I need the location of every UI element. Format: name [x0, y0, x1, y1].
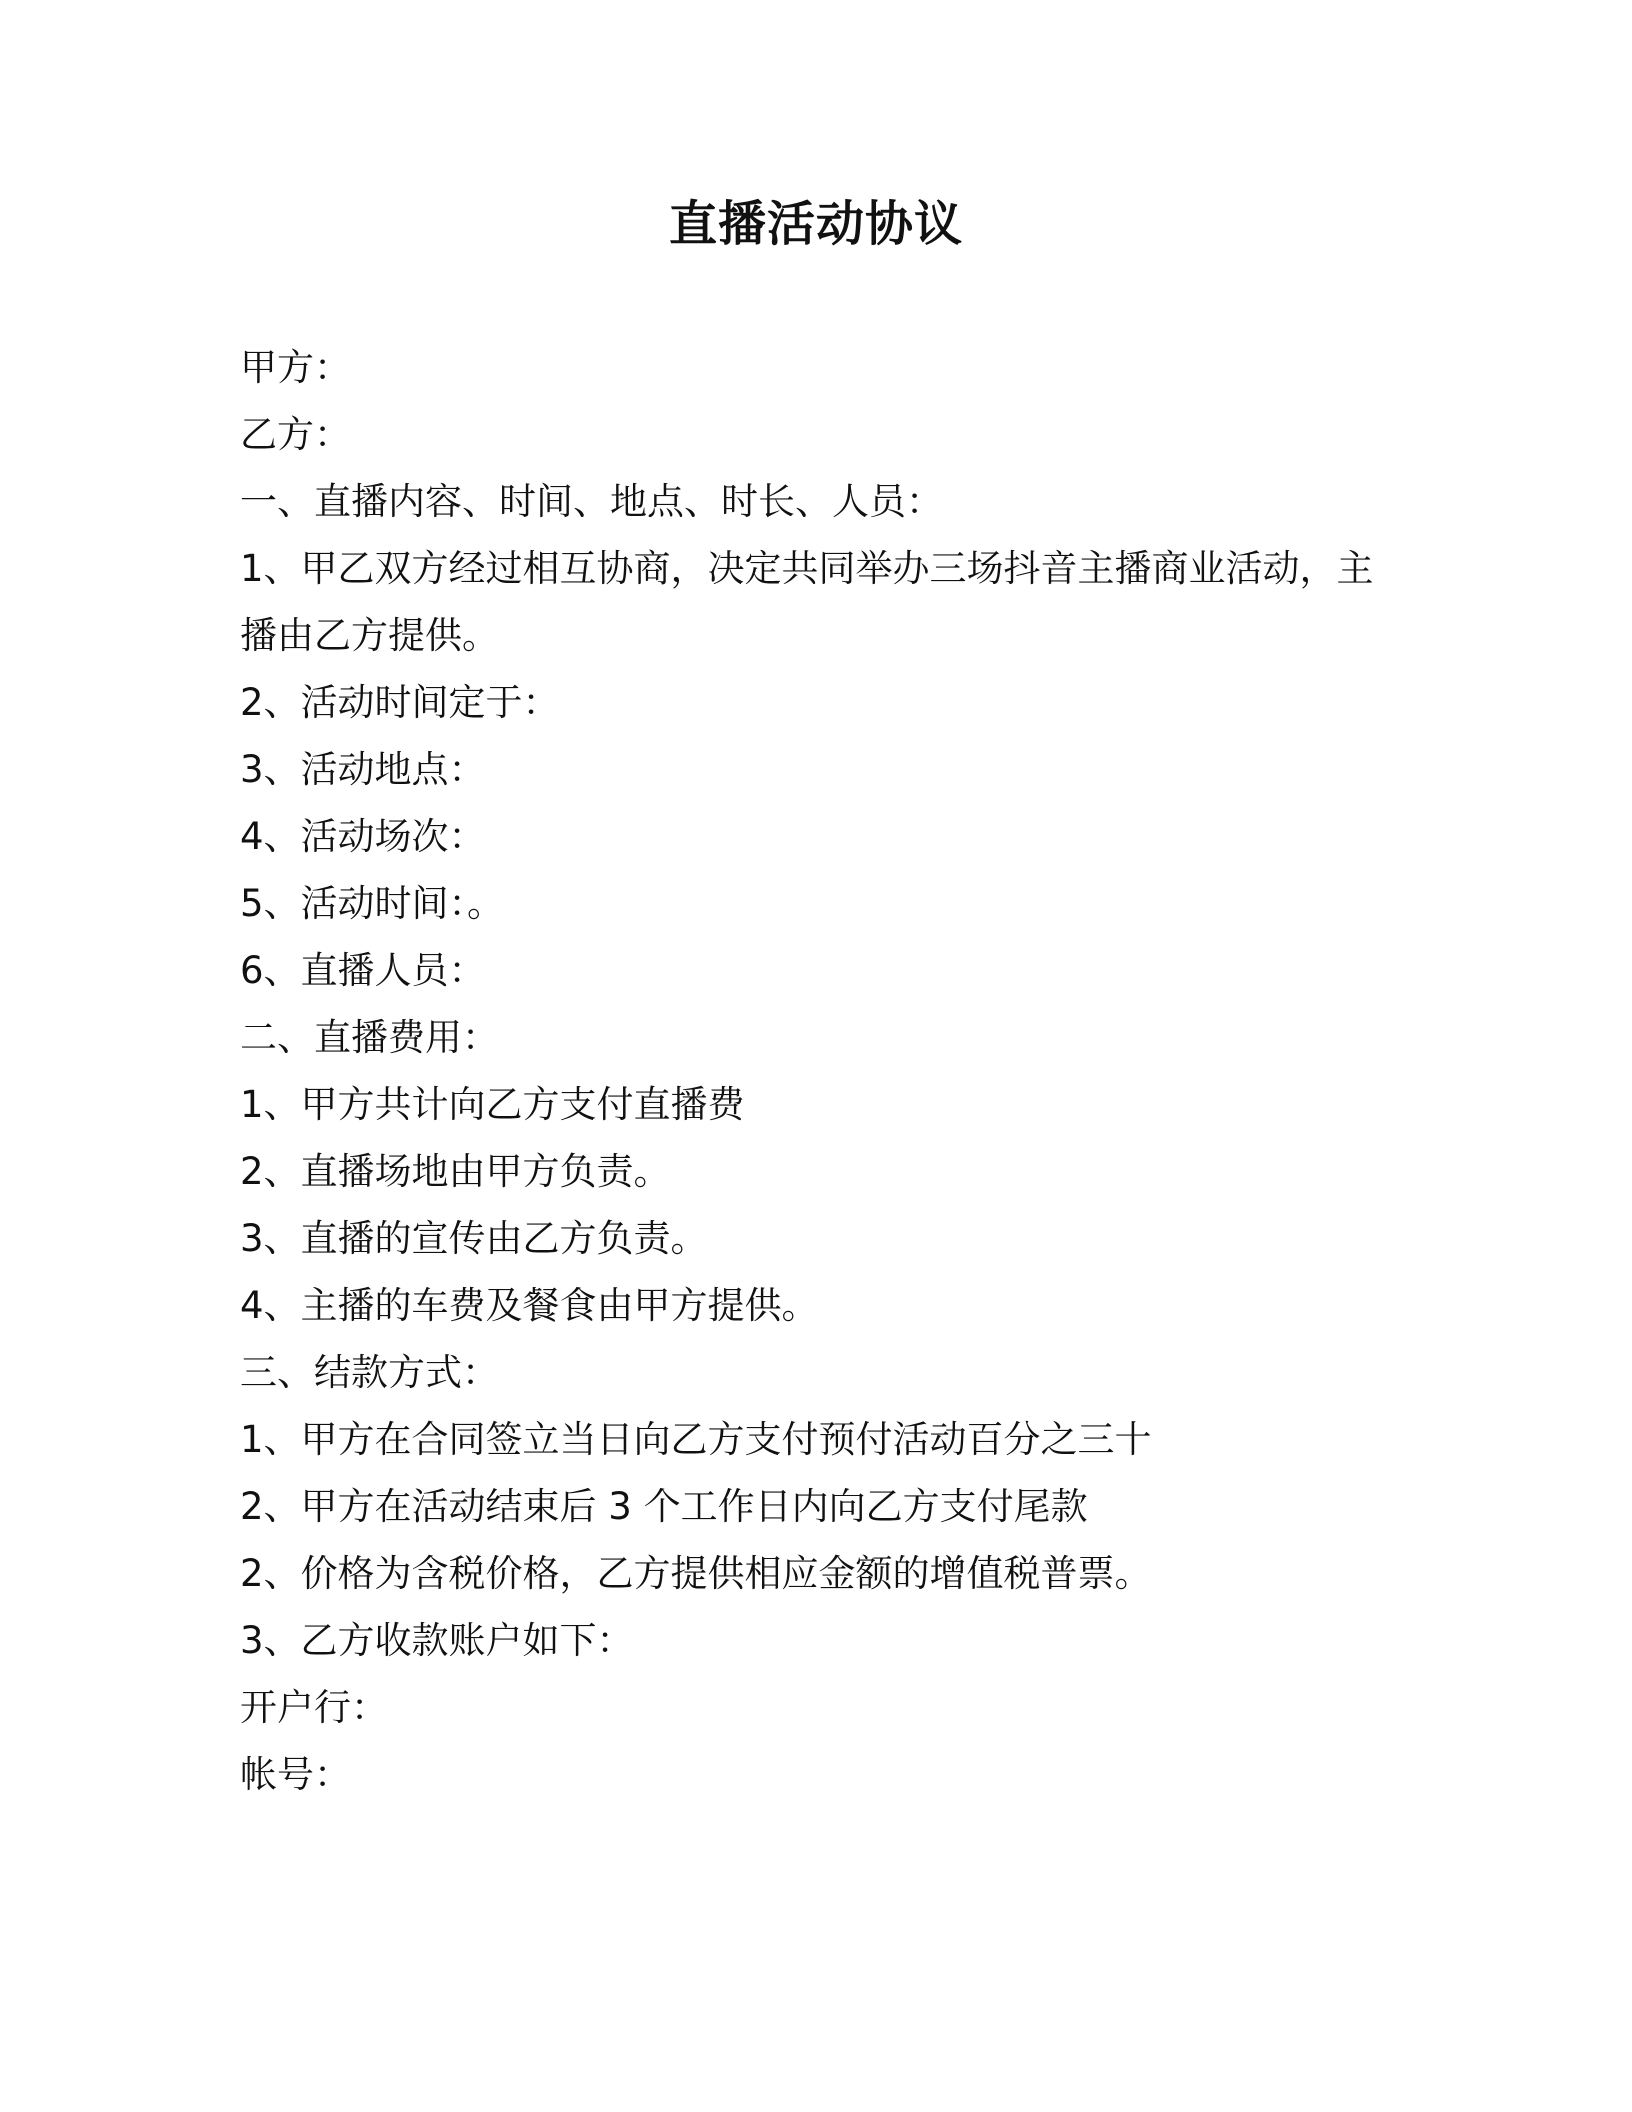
party-b-line: 乙方：: [240, 413, 351, 456]
section-heading: 二、直播费用：: [240, 1016, 499, 1059]
paragraph-line: 2、甲方在活动结束后 3 个工作日内向乙方支付尾款: [240, 1485, 1088, 1528]
paragraph-line: 1、甲方在合同签立当日向乙方支付预付活动百分之三十: [240, 1418, 1152, 1461]
paragraph-line: 1、甲乙双方经过相互协商，决定共同举办三场抖音主播商业活动，主: [240, 547, 1374, 590]
account-number-line: 帐号：: [240, 1753, 351, 1796]
document-body: [240, 334, 1400, 1808]
paragraph-line: 2、活动时间定于：: [240, 681, 560, 724]
party-a-line: 甲方：: [240, 346, 351, 389]
section-heading: 一、直播内容、时间、地点、时长、人员：: [240, 480, 943, 523]
paragraph-line: 1、甲方共计向乙方支付直播费: [240, 1083, 745, 1126]
section-heading: 三、结款方式：: [240, 1351, 499, 1394]
paragraph-line: 5、活动时间：。: [240, 882, 505, 925]
paragraph-line: 播由乙方提供。: [240, 614, 499, 657]
document-title: 直播活动协议: [668, 196, 963, 252]
paragraph-line: 3、活动地点：: [240, 748, 486, 791]
paragraph-line: 4、主播的车费及餐食由甲方提供。: [240, 1284, 819, 1327]
paragraph-line: 3、直播的宣传由乙方负责。: [240, 1217, 708, 1260]
paragraph-line: 2、价格为含税价格，乙方提供相应金额的增值税普票。: [240, 1552, 1152, 1595]
bank-line: 开户行：: [240, 1686, 388, 1729]
paragraph-line: 3、乙方收款账户如下：: [240, 1619, 634, 1662]
paragraph-line: 6、直播人员：: [240, 949, 486, 992]
paragraph-line: 4、活动场次：: [240, 815, 486, 858]
paragraph-line: 2、直播场地由甲方负责。: [240, 1150, 671, 1193]
